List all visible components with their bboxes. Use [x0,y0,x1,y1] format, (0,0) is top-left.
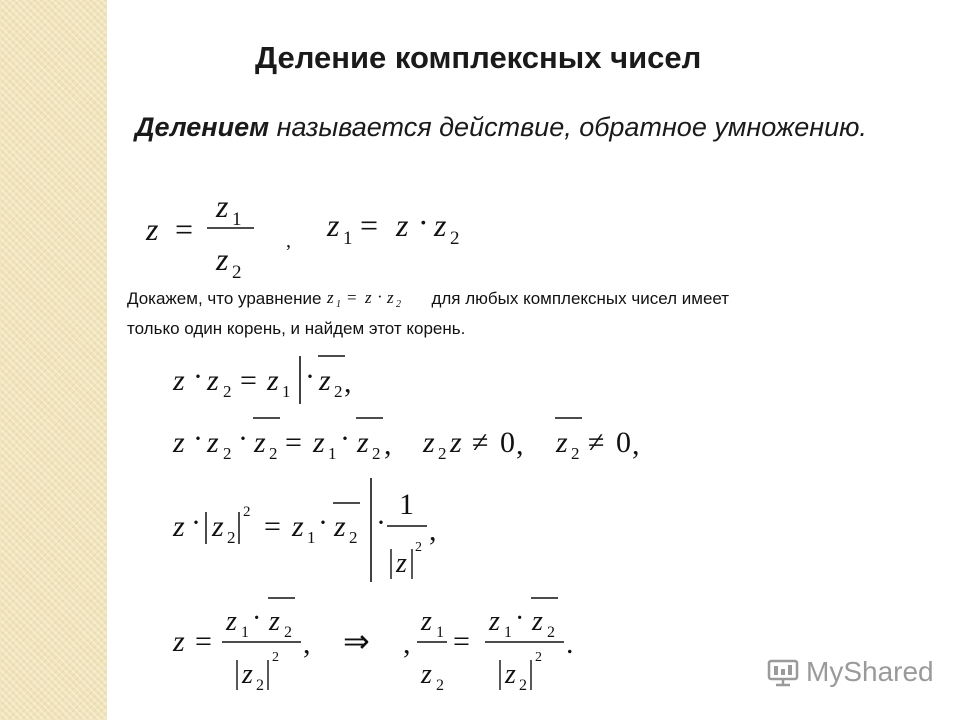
svg-text:z: z [556,426,568,459]
formula-step-1 [172,356,352,404]
proof-suffix: для любых комплексных чисел имеет [431,289,730,308]
svg-text:2: 2 [223,444,232,463]
svg-text:2: 2 [284,624,292,641]
svg-text:2: 2 [372,444,381,463]
svg-text:2: 2 [571,444,580,463]
slide-title: Деление комплексных чисел [255,40,702,75]
svg-text:·: · [238,422,248,455]
svg-text:2: 2 [227,528,236,547]
formula-step-4 [172,598,574,694]
svg-text:=: = [360,207,379,243]
svg-text:z: z [396,548,407,579]
svg-text:1: 1 [504,624,512,641]
svg-text:z: z [334,510,346,543]
svg-text:z: z [207,426,219,459]
svg-text:,: , [429,514,437,547]
formula-multiplication-definition [326,204,460,249]
svg-text:z: z [173,364,185,397]
svg-text:=: = [240,364,257,397]
formula-step-2 [172,418,640,463]
svg-text:·: · [418,204,429,240]
formula-division-definition [145,188,254,283]
svg-text:,: , [516,428,524,461]
svg-text:z: z [489,606,500,637]
svg-text:z: z [327,207,340,243]
svg-text:z: z [216,241,229,277]
svg-text:1: 1 [241,624,249,641]
svg-text:0: 0 [616,426,631,459]
svg-text:.: . [566,627,574,660]
definition-rest: называется действие, обратное умножению. [269,112,867,142]
svg-text:2: 2 [438,444,447,463]
svg-text:z: z [212,510,224,543]
svg-text:,: , [303,627,311,660]
definition-term: Делением [135,112,270,142]
svg-text:·: · [318,506,328,539]
svg-text:z: z [505,659,516,690]
svg-text:z: z [254,426,266,459]
svg-text:2: 2 [243,504,251,520]
svg-text:1: 1 [282,382,291,401]
svg-text:2: 2 [415,540,422,555]
svg-text:z: z [396,207,409,243]
watermark-text: MyShared [806,656,934,687]
svg-text:·: · [193,422,203,455]
svg-text:,: , [344,366,352,399]
svg-text:·: · [377,288,384,306]
formula-comma [286,230,291,252]
svg-text:0: 0 [500,426,515,459]
svg-text:2: 2 [269,444,278,463]
svg-text:·: · [252,603,262,634]
svg-text:z: z [173,625,185,658]
svg-text:z: z [207,364,219,397]
svg-text:2: 2 [535,650,542,665]
svg-text:2: 2 [272,650,279,665]
svg-text:z: z [365,288,373,307]
svg-text:2: 2 [450,228,460,249]
svg-text:z: z [434,207,447,243]
svg-text:1: 1 [343,228,353,249]
svg-text:=: = [195,625,212,658]
svg-text:·: · [515,603,525,634]
svg-text:z: z [450,426,462,459]
presentation-board-icon [766,657,800,687]
svg-text:·: · [191,506,201,539]
svg-text:⇒: ⇒ [343,623,370,659]
svg-text:2: 2 [232,262,242,283]
svg-text:z: z [242,659,253,690]
svg-text:z: z [357,426,369,459]
watermark [766,656,934,688]
svg-text:=: = [453,625,470,658]
svg-text:·: · [376,506,386,539]
svg-text:=: = [347,288,358,307]
svg-text:z: z [173,510,185,543]
svg-text:2: 2 [256,677,264,694]
svg-text:,: , [403,627,411,660]
svg-text:·: · [340,422,350,455]
svg-text:,: , [384,428,392,461]
svg-text:,: , [286,230,291,252]
svg-text:z: z [421,659,432,690]
svg-text:z: z [216,188,229,224]
svg-text:1: 1 [232,209,242,230]
svg-text:,: , [632,428,640,461]
svg-text:z: z [292,510,304,543]
svg-text:z: z [423,426,435,459]
svg-text:1: 1 [436,624,444,641]
svg-text:z: z [387,288,395,307]
svg-text:=: = [285,426,302,459]
svg-text:2: 2 [436,677,444,694]
svg-text:z: z [173,426,185,459]
svg-text:z: z [313,426,325,459]
svg-text:≠: ≠ [588,426,605,459]
svg-text:≠: ≠ [472,426,489,459]
svg-text:1: 1 [399,488,414,521]
svg-text:·: · [193,360,203,393]
svg-text:1: 1 [307,528,316,547]
svg-text:z: z [421,606,432,637]
svg-text:z: z [532,606,543,637]
proof-line-2: только один корень, и найдем этот корень. [127,319,466,338]
svg-text:2: 2 [349,528,358,547]
svg-text:2: 2 [223,382,232,401]
svg-text:z: z [327,288,335,307]
formula-step-3 [172,478,437,582]
svg-text:2: 2 [547,624,555,641]
svg-text:2: 2 [334,382,343,401]
svg-text:2: 2 [519,677,527,694]
svg-text:1: 1 [336,299,342,308]
svg-text:z: z [226,606,237,637]
svg-text:=: = [175,211,194,247]
svg-text:=: = [264,510,281,543]
svg-text:z: z [146,211,159,247]
svg-text:2: 2 [396,299,402,308]
svg-text:z: z [319,364,331,397]
svg-text:z: z [267,364,279,397]
svg-text:z: z [269,606,280,637]
proof-prefix: Докажем, что уравнение [127,289,322,308]
svg-text:1: 1 [328,444,337,463]
svg-text:·: · [305,360,315,393]
